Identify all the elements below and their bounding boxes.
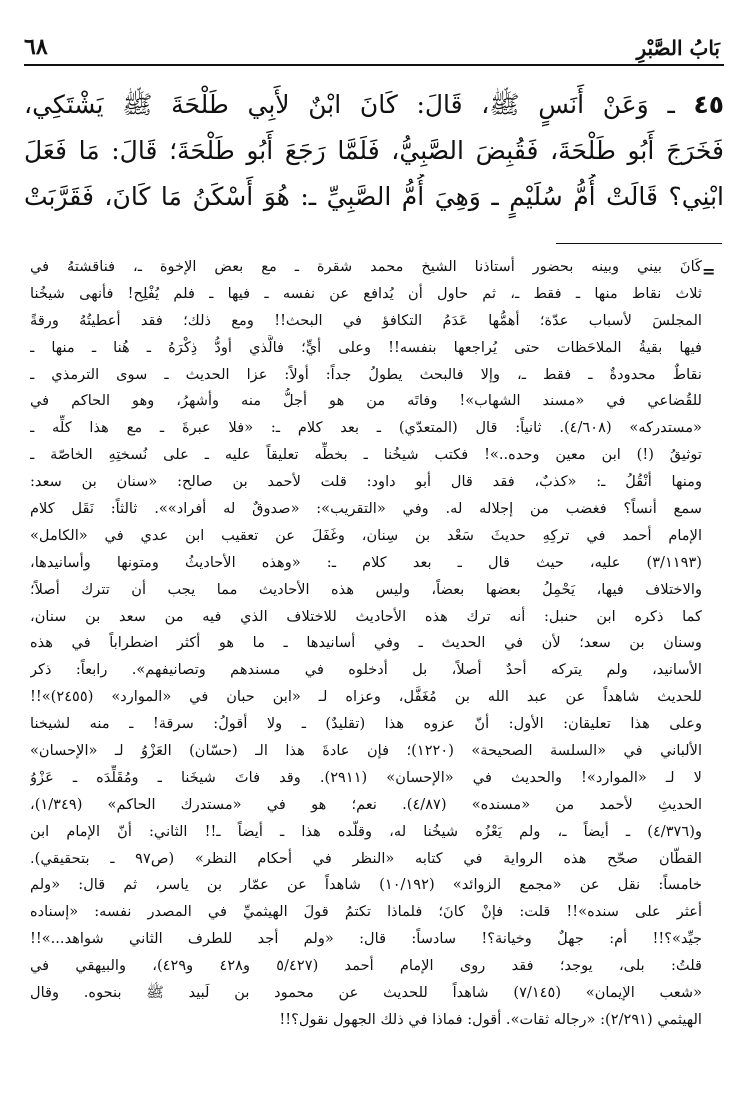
header-rule — [24, 64, 724, 66]
footnote-line: «مستدركه» (٤/٦٠٨). ثانياً: قال (المتعدّي) ـ بعد كلام ـ: «فلا عبرةَ ـ مع هذا كلِّه ـ — [30, 419, 702, 437]
footnote-line: والاختلاف فيها، يَحْمِلُ بعضها بعضاً، وليس هذه الأحاديث مما يجب أن تترك أصلاً؛ — [30, 580, 702, 598]
footnote-line: وعلى هذا تعليقان: الأول: أنّ عزوه هذا (تقليدٌ) ـ ولا أقولُ: سرقة! ـ منه لشيخنا — [30, 715, 702, 733]
footnote-line: للحديث شاهداً عن عبد الله بن مُغَفَّل، وعزاه لـ «ابن حبان في «الموارد» (٢٤٥٥)»!! — [30, 688, 702, 706]
footnote-line: كما ذكره ابن حنبل: أنه ترك هذه الأحاديث للاختلاف الذي فيه من سعد بن سنان، — [30, 607, 702, 625]
footnote-line: خامساً: نقل عن «مجمع الزوائد» (١٠/١٩٢) شاهداً عن عمّار بن ياسر، ثم قال: «ولم — [30, 876, 702, 894]
footnote-line: للقُضاعي في «مسند الشهاب»! وفاتَه من هو أجلُّ منه وأشهرُ، وهو الحاكم في — [30, 392, 702, 410]
footnote-line: (٣/١١٩٣) عليه، حيث قال ـ بعد كلام ـ: «وهذه الأحاديثُ ومتونها وأسانيدها، — [30, 553, 702, 571]
footnote-line: وسنان بن سعد؛ لأن في الحديث ـ وفي أسانيدها ـ ما هو أكثر اضطراباً في هذه — [30, 634, 702, 652]
running-header — [24, 28, 720, 60]
footnote-line: فيها بقيةُ الملاحَظات حتى يُراجعها بنفسه!! وعلى أيٍّ؛ فالَّذي أودُّ ذِكْرَهُ ـ هُنا ـ منها ـ — [30, 338, 702, 356]
footnote-line: المجلسَ لأسباب عدّة؛ أهمُّها عَدَمُ التكافؤ في البحث!! ومع ذلك؛ فقد أعطيتُهُ ورقةً — [30, 311, 702, 329]
hadith-line: فَخَرَجَ أَبُو طَلْحَةَ، فَقُبِضَ الصَّبِيُّ، فَلَمَّا رَجَعَ أَبُو طَلْحَةَ؛ قَالَ: مَا فَعَلَ — [24, 136, 724, 165]
footnote-separator — [556, 243, 722, 244]
footnote-line: الألباني في «السلسة الصحيحة» (١٢٢٠)؛ فإن عادةَ هذا الـ (حسّان) العَزْوُ لـ «الإحسان» — [30, 742, 702, 760]
footnote-line: ومنها أنْقُلُ ـ: «كذبٌ، فقد قال أبو داود: قلت لأحمد بن صالح: «سنان بن سعد: — [30, 473, 702, 491]
hadith-line: ابْنِي؟ قَالَتْ أُمُّ سُلَيْمٍ ـ وَهِيَ أُمُّ الصَّبِيِّ ـ: هُوَ أَسْكَنُ مَا كَانَ، فَقَرَّبَتْ — [24, 182, 724, 211]
footnote-line: لا لـ «الموارد»! والحديث في «الإحسان» (٢٩١١). وقد فاتَ شيخَنا ـ ومُقَلِّدَه ـ عَزْوُ — [30, 768, 702, 786]
footnote-line: أعثر على سنده»!! قلت: فإنْ كانَ؛ فلماذا تكتمُ قولَ الهيثميِّ في المصدر نفسه: «إسناده — [30, 903, 702, 921]
footnote-continuation-mark: = — [702, 262, 716, 281]
footnote-line: قلتُ: بلى، يوجد؛ فقد روى الإمام أحمد (٥/٤٢٧ و٤٢٨ و٤٢٩)، والبيهقي في — [30, 957, 702, 975]
footnote-body — [30, 254, 702, 1034]
footnote-line: القطّان صحّح هذه الرواية في كتابه «النظر في أحكام النظر» (ص٩٧ ـ بتحقيقي). — [30, 849, 702, 867]
hadith-number: ٤٥ — [693, 90, 724, 119]
footnote-line: الأسانيد، ولم يتركه أحدٌ أصلاً، بل أدخلوه في مسندهم وتصانيفهم». رابعاً: ذكر — [30, 661, 702, 679]
hadith-line — [24, 82, 724, 128]
footnote-line: «شعب الإيمان» (٧/١٤٥) شاهداً للحديث عن محمود بن لَبيد ﷺ بنحوه. وقال — [30, 984, 702, 1002]
footnote-line: كَانَ بيني وبينه بحضور أستاذنا الشيخ محمد شقرة ـ مع بعض الإخوة ـ، فناقشتهُ في — [30, 258, 702, 275]
hadith-text — [24, 82, 724, 220]
hadith-line-text: ـ وَعَنْ أَنَسٍ ﷺ، قَالَ: كَانَ ابْنٌ لأَبِي طَلْحَةَ ﷺ يَشْتَكِي، — [24, 90, 675, 119]
page-number: ٦٨ — [24, 34, 48, 60]
footnote-line: توثيقُ (!) ابن معين وحده..»! فكتب شيخُنا ـ بخطِّه تعليقاً عليه ـ على نُسختِهِ الخاصّة ـ — [30, 446, 702, 464]
footnote-line: ثلاث نقاط منها ـ فقط ـ، ثم حاول أن يُدافع عن نفسه ـ فيها ـ فلم يُفْلِح! فأنهى شيخُنا — [30, 284, 702, 302]
footnote-line: نقاطٌ محدودةٌ ـ فقط ـ، وإلا فالبحث يطولُ جداً: أولاً: عزا الحديث ـ سوى الترمذي ـ — [30, 365, 702, 383]
footnote-line: الهيثمي (٢/٢٩١): «رجاله ثقات». أقول: فماذا في ذلك الجهول نقول؟!! — [279, 1010, 702, 1028]
chapter-title: بَابُ الصَّبْرِ — [636, 36, 720, 60]
footnote-line: جيِّد»؟!! أم: جهلٌ وخيانة؟! سادساً: قال: «ولم أجد للطرف الثاني شواهد...»!! — [30, 930, 702, 948]
footnote-line: سمع أنساً؟ فغضب من إجلاله له. وفي «التقريب»: «صدوقٌ له أفراد»». ثالثاً: نَقَل كلام — [30, 500, 702, 518]
footnote-line: الحديثِ لأحمد من «مسنده» (٤/٨٧). نعم؛ هو في «مستدرك الحاكم» (١/٣٤٩)، — [30, 795, 702, 813]
footnote-line: الإمام أحمد في تركِهِ حديثَ سَعْد بن سِنان، وغَفَلَ عن تعقيب ابن عدي في «الكامل» — [30, 526, 702, 544]
footnote-line: و(٤/٣٧٦) ـ أيضاً ـ، ولم يَعْزُه شيخُنا له، وقلّده هذا ـ أيضاً ـ!! الثاني: أنّ الإمام ابن — [30, 822, 702, 840]
